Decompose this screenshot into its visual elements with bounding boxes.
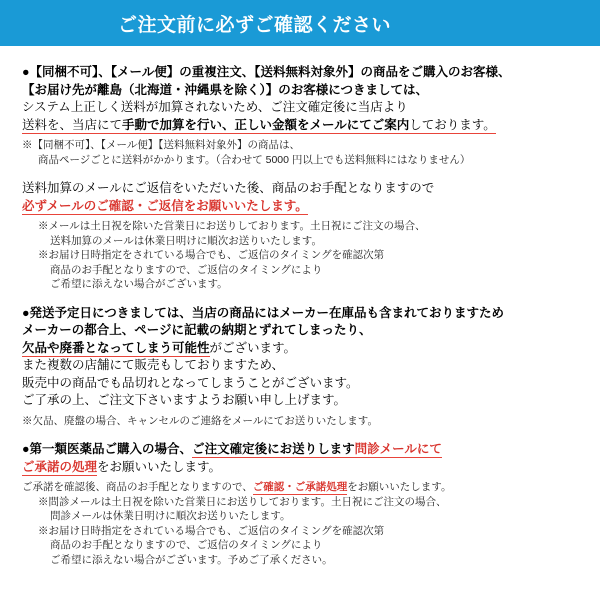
notice-line: ●発送予定日につきましては、当店の商品にはメーカー在庫品も含まれておりますため	[22, 305, 505, 320]
notice-text-underlined: ご注文確定後にお送りします	[192, 442, 355, 456]
page-title: ご注文前に必ずご確認ください	[118, 14, 392, 36]
notice-line-highlighted	[22, 441, 578, 459]
notice-note: 商品ページごとに送料がかかります。（合わせて 5000 円以上でも送料無料にはなりません）	[38, 153, 471, 166]
notice-text-underlined-bold: 手動で加算を行い、正しい金額をメールにてご案内	[122, 117, 410, 132]
notice-line-highlighted	[22, 459, 578, 477]
notice-note: ご希望に添えない場合がございます。予めご了承ください。	[50, 553, 333, 566]
notice-text-underlined-bold: 欠品や廃番となってしまう可能性	[22, 340, 210, 355]
notice-line-highlighted	[22, 198, 578, 216]
notice-note: ※欠品、廃盤の場合、キャンセルのご連絡をメールにてお送りいたします。	[22, 414, 378, 427]
notice-note: 問診メールは休業日明けに順次お送りいたします。	[50, 510, 291, 522]
notice-text-emphasis: ご確認・ご承諾処理	[252, 481, 348, 493]
notice-note: ※メールは土日祝を除いた営業日にお送りしております。土日祝にご注文の場合、	[38, 220, 426, 232]
section-delivery-date	[22, 305, 578, 429]
notice-line: ご了承の上、ご注文下さいますようお願い申し上げます。	[22, 393, 347, 407]
notice-note: 商品のお手配となりますので、ご返信のタイミングにより	[50, 263, 323, 276]
section-reply-required	[22, 180, 578, 292]
notice-note-highlighted	[22, 480, 578, 495]
page-header	[0, 0, 600, 46]
notice-note: 商品のお手配となりますので、ご返信のタイミングにより	[50, 539, 323, 551]
notice-text: がございます。	[209, 340, 297, 355]
notice-note: ※お届け日時指定をされている場合でも、ご返信のタイミングを確認次第	[38, 249, 385, 261]
notice-line: 販売中の商品でも品切れとなってしまうことがございます。	[22, 375, 359, 390]
notice-line: 送料加算のメールにご返信をいただいた後、商品のお手配となりますので	[22, 181, 435, 195]
notice-text: をお願いいたします。	[347, 481, 452, 493]
notice-text-emphasis: ご承諾の処理	[22, 459, 98, 474]
notice-line: ●【同梱不可】、【メール便】の重複注文、【送料無料対象外】の商品をご購入のお客様、	[22, 65, 511, 79]
notice-text-underlined: 送料を、当店にて	[22, 117, 123, 132]
notice-note: 送料加算のメールは休業日明けに順次お送りいたします。	[50, 234, 322, 247]
notice-line: システム上正しく送料が加算されないため、ご注文確定後に当店より	[22, 100, 408, 114]
notice-text: をお願いいたします。	[97, 459, 222, 474]
notice-note: ※問診メールは土日祝を除いた営業日にお送りしております。土日祝にご注文の場合、	[38, 495, 447, 508]
notice-note: ※【同梱不可】、【メール便】【送料無料対象外】の商品は、	[22, 139, 301, 151]
notice-text: ご承諾を確認後、商品のお手配となりますので、	[22, 481, 253, 493]
section-shipping-calc	[22, 64, 578, 167]
notice-note: ※お届け日時指定をされている場合でも、ご返信のタイミングを確認次第	[38, 524, 385, 537]
notice-line: メーカーの都合上、ページに記載の納期とずれてしまったり、	[22, 323, 372, 337]
section-medicine-consent	[22, 441, 578, 567]
notice-text-emphasis: 問診メールにて	[354, 442, 442, 456]
notice-text-underlined: しております。	[409, 117, 496, 132]
notice-note: ご希望に添えない場合がございます。	[50, 278, 228, 290]
notice-content	[0, 46, 600, 567]
notice-line: また複数の店舗にて販売もしておりますため、	[22, 358, 285, 372]
notice-line-highlighted	[22, 117, 578, 135]
notice-text-emphasis: 必ずメールのご確認・ご返信をお願いいたします。	[22, 198, 308, 213]
notice-line-highlighted	[22, 340, 578, 358]
notice-text: ●第一類医薬品ご購入の場合、	[22, 442, 193, 456]
notice-line: 【お届け先が離島（北海道・沖縄県を除く）】のお客様につきましては、	[22, 82, 429, 97]
